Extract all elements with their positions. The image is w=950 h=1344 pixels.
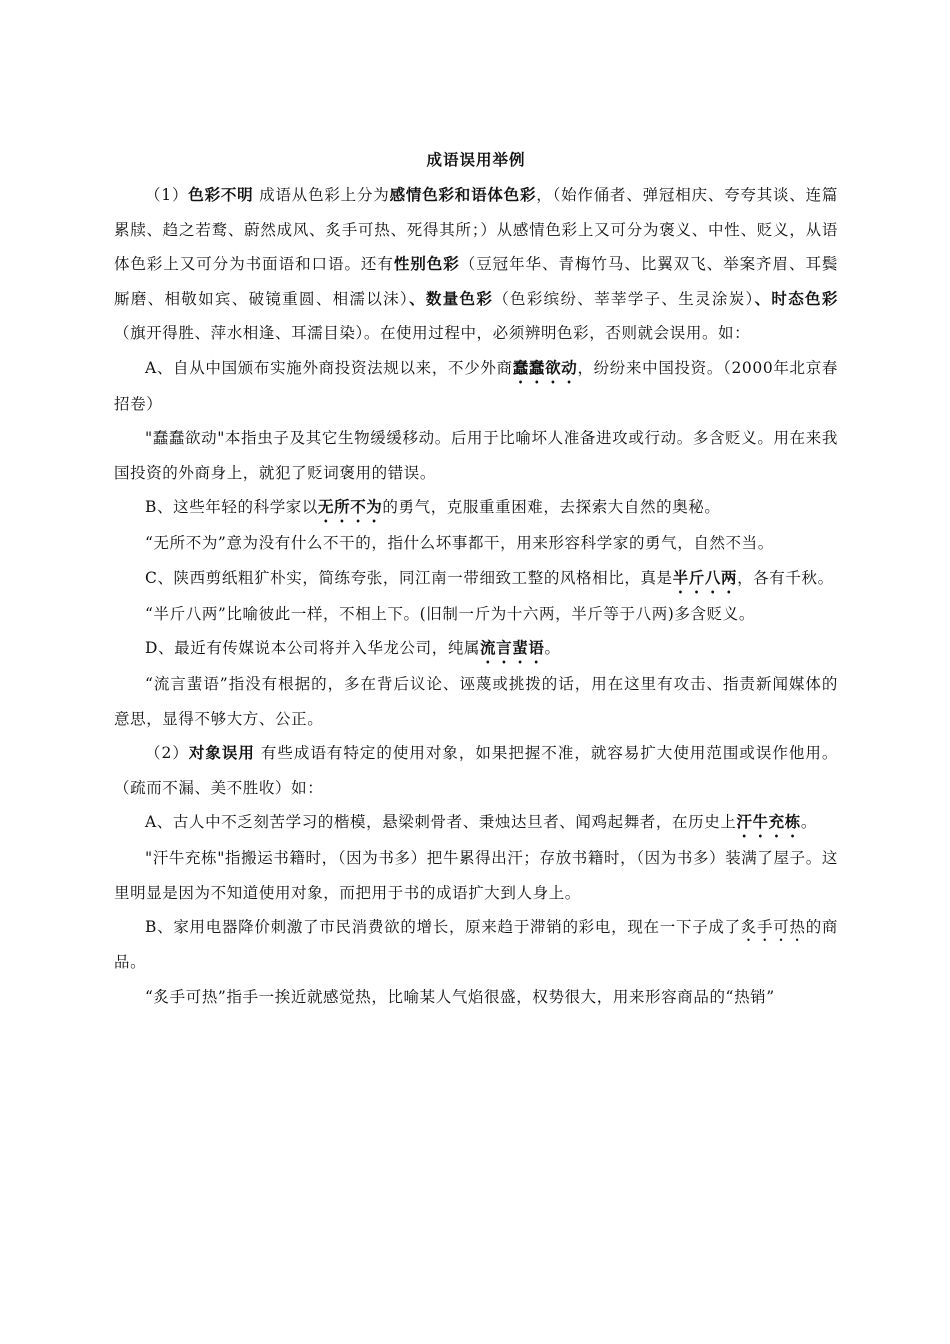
idiom-highlight: 汗牛充栋 <box>736 812 801 831</box>
idiom-highlight: 半斤八两 <box>672 567 738 587</box>
example-1b: B、这些年轻的科学家以无所不为的勇气，克服重重困难，去探索大自然的奥秘。 <box>145 497 721 516</box>
explanation-1d: “流言蜚语”指没有根据的，多在背后议论、诬蔑或挑拨的话，用在这里有攻击、指责新闻媒体的意思，显得不够大方、公正。 <box>114 675 838 728</box>
explanation-1b: “无所不为”意为没有什么不干的，指什么坏事都干，用来形容科学家的勇气，自然不当。 <box>145 534 774 552</box>
idiom-highlight: 炙手可热 <box>740 918 806 936</box>
category-tense: 、时态色彩 <box>754 288 838 308</box>
example-1c: C、陕西剪纸粗犷朴实，简练夸张，同江南一带细致工整的风格相比，真是半斤八两，各有千秋。 <box>145 567 834 587</box>
document-page <box>114 150 838 1014</box>
explanation-1a: "蠢蠢欲动"本指虫子及其它生物缓缓移动。后用于比喻坏人准备进攻或行动。多含贬义。用在来我国投资的外商身上，就犯了贬词褒用的错误。 <box>114 429 838 482</box>
section1-number: （1） <box>145 186 189 204</box>
example-1a: A、自从中国颁布实施外商投资法规以来，不少外商蠢蠢欲动，纷纷来中国投资。（2000年北京春招卷） <box>114 357 838 413</box>
category-gender: 性别色彩 <box>393 254 460 273</box>
explanation-2b: “炙手可热”指手一挨近就感觉热，比喻某人气焰很盛，权势很大，用来形容商品的“热销” <box>145 987 775 1006</box>
idiom-highlight: 无所不为 <box>318 497 383 516</box>
page-title: 成语误用举例 <box>426 150 526 169</box>
category-emotion-style: 感情色彩和语体色彩 <box>389 185 537 204</box>
example-1d: D、最近有传媒说本公司将并入华龙公司，纯属流言蜚语。 <box>145 638 561 657</box>
category-quantity: 、数量色彩 <box>409 288 494 308</box>
example-2b: B、家用电器降价刺激了市民消费欲的增长，原来趋于滞销的彩电，现在一下子成了炙手可热的商品。 <box>114 918 839 971</box>
idiom-highlight: 流言蜚语 <box>480 638 545 657</box>
example-2a: A、古人中不乏刻苦学习的楷模，悬梁刺骨者、秉烛达旦者、闻鸡起舞者，在历史上汗牛充栋。 <box>145 812 817 831</box>
section1-heading: 色彩不明 <box>188 185 254 204</box>
section2-intro: （2）对象误用 有些成语有特定的使用对象，如果把握不准，就容易扩大使用范围或误作他用。（疏而不漏、美不胜收）如： <box>114 743 838 797</box>
section1-intro: （1）色彩不明 成语从色彩上分为感情色彩和语体色彩，（始作俑者、弹冠相庆、夸夸其谈、连篇累牍、趋之若鹜、蔚然成风、炙手可热、死得其所；）从感情色彩上又可分为褒义、中性、贬义，从语体色彩上又可分为书面语和口语。还有性别色彩（豆冠年华、青梅竹马、比翼双飞、举案齐眉、耳鬓厮磨、相敬如宾、破镜重圆、相濡以沫）、数量色彩（色彩缤纷、莘莘学子、生灵涂炭）、时态色彩（旗开得胜、萍水相逢、耳濡目染）。在使用过程中，必须辨明色彩，否则就会误用。如： <box>114 185 839 342</box>
explanation-1c: “半斤八两”比喻彼此一样，不相上下。(旧制一斤为十六两，半斤等于八两)多含贬义。 <box>145 604 755 623</box>
idiom-highlight: 蠢蠢欲动 <box>512 357 578 377</box>
section2-heading: 对象误用 <box>188 743 255 762</box>
explanation-2a: "汗牛充栋"指搬运书籍时，（因为书多）把牛累得出汗；存放书籍时，（因为书多）装满了屋子。这里明显是因为不知道使用对象，而把用于书的成语扩大到人身上。 <box>114 849 838 902</box>
section2-number: （2） <box>145 744 189 762</box>
